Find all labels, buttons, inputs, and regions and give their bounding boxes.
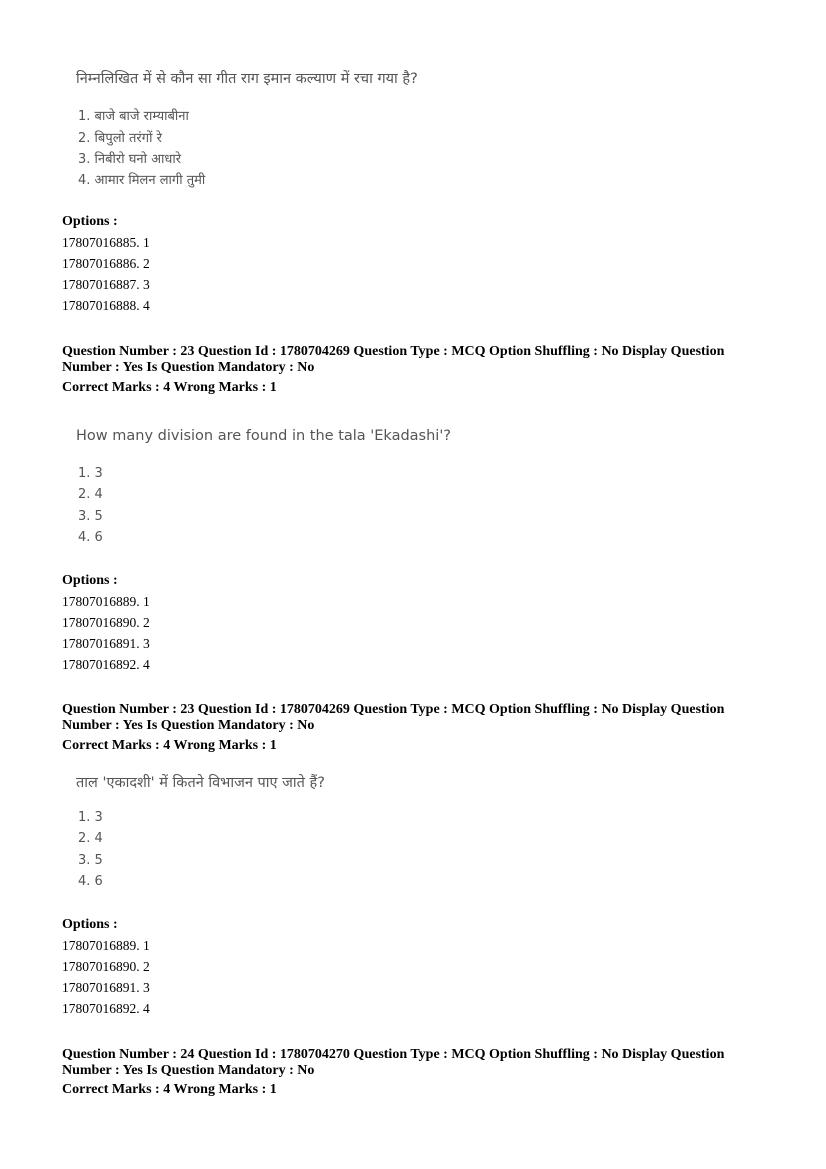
question-meta (62, 1047, 762, 1079)
choice-4: 4. आमार मिलन लागी तुमी (78, 173, 206, 188)
option-id-3: 17807016891. 3 (62, 636, 150, 651)
option-id-1: 17807016885. 1 (62, 235, 150, 250)
option-id-4: 17807016888. 4 (62, 298, 150, 313)
question-meta-line2: Number : Yes Is Question Mandatory : No (62, 1063, 315, 1078)
question-text: How many division are found in the tala 'Ekadashi'? (76, 428, 452, 444)
choice-1: 1. 3 (78, 810, 103, 825)
option-id-1: 17807016889. 1 (62, 594, 150, 609)
choice-3: 3. 5 (78, 853, 103, 868)
choice-2: 2. 4 (78, 831, 103, 846)
marks-line: Correct Marks : 4 Wrong Marks : 1 (62, 380, 277, 395)
question-meta-line2: Number : Yes Is Question Mandatory : No (62, 718, 315, 733)
marks-line: Correct Marks : 4 Wrong Marks : 1 (62, 738, 277, 753)
question-image-hindi-raga (62, 66, 462, 196)
choice-3: 3. 5 (78, 509, 103, 524)
choice-1: 1. बाजे बाजे राम्याबीना (78, 109, 189, 124)
question-image-ekadashi-en (62, 424, 462, 554)
question-meta-line1: Question Number : 23 Question Id : 1780704269 Question Type : MCQ Option Shuffling : No Display Question (62, 702, 725, 717)
question-meta-line1: Question Number : 24 Question Id : 1780704270 Question Type : MCQ Option Shuffling : No Display Question (62, 1047, 725, 1062)
question-meta-line2: Number : Yes Is Question Mandatory : No (62, 360, 315, 375)
option-id-3: 17807016891. 3 (62, 980, 150, 995)
option-id-2: 17807016890. 2 (62, 615, 150, 630)
choice-3: 3. निबीरो घनो आधारे (78, 152, 182, 167)
choice-4: 4. 6 (78, 874, 103, 889)
question-meta (62, 702, 762, 734)
question-text: निम्नलिखित में से कौन सा गीत राग इमान कल्याण में रचा गया है? (76, 71, 418, 87)
question-meta-line1: Question Number : 23 Question Id : 1780704269 Question Type : MCQ Option Shuffling : No Display Question (62, 344, 725, 359)
option-id-4: 17807016892. 4 (62, 1001, 150, 1016)
option-id-4: 17807016892. 4 (62, 657, 150, 672)
question-meta (62, 344, 762, 376)
options-label: Options : (62, 573, 118, 588)
option-id-1: 17807016889. 1 (62, 938, 150, 953)
choice-4: 4. 6 (78, 530, 103, 545)
option-id-3: 17807016887. 3 (62, 277, 150, 292)
choice-1: 1. 3 (78, 466, 103, 481)
options-label: Options : (62, 214, 118, 229)
choice-2: 2. 4 (78, 487, 103, 502)
marks-line: Correct Marks : 4 Wrong Marks : 1 (62, 1082, 277, 1097)
option-id-2: 17807016890. 2 (62, 959, 150, 974)
question-image-ekadashi-hi (62, 770, 462, 895)
question-text: ताल 'एकादशी' में कितने विभाजन पाए जाते हैं? (76, 775, 325, 791)
options-label: Options : (62, 917, 118, 932)
option-id-2: 17807016886. 2 (62, 256, 150, 271)
choice-2: 2. बिपुलो तरंगों रे (78, 131, 162, 146)
